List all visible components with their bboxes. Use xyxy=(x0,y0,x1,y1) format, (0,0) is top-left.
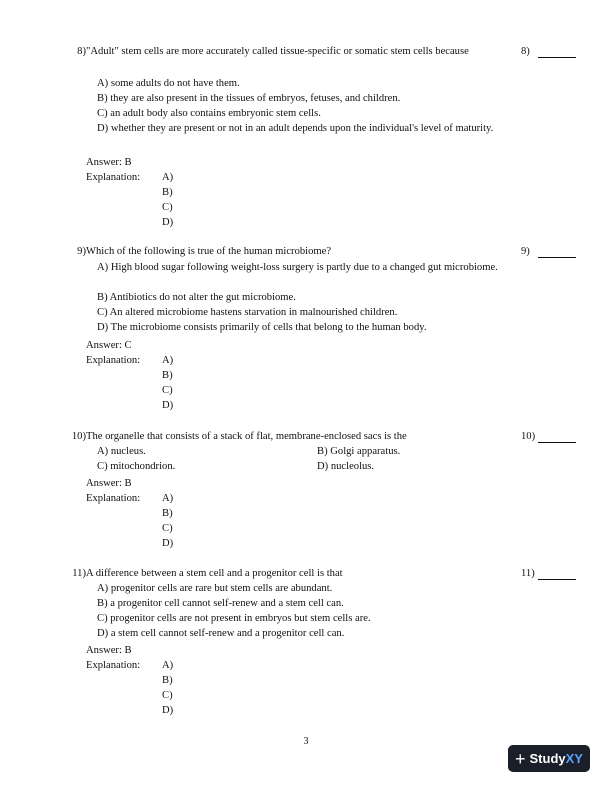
explanation-option-d: D) xyxy=(162,538,174,549)
answer-label: 8) xyxy=(521,46,530,57)
explanation-label: Explanation: xyxy=(86,493,141,504)
option-a: A) progenitor cells are rare but stem cells are abundant. xyxy=(97,583,333,594)
answer-label: 9) xyxy=(521,246,530,257)
answer-blank[interactable] xyxy=(538,431,576,443)
explanation-label: Explanation: xyxy=(86,660,141,671)
answer-text: Answer: B xyxy=(86,478,132,489)
question-number: 9) xyxy=(77,246,86,257)
answer-text: Answer: B xyxy=(86,157,132,168)
option-a: A) some adults do not have them. xyxy=(97,78,240,89)
explanation-option-c: C) xyxy=(162,385,173,396)
explanation-option-a: A) xyxy=(162,493,174,504)
answer-blank[interactable] xyxy=(538,246,576,258)
answer-text: Answer: C xyxy=(86,340,132,351)
question-stem: A difference between a stem cell and a progenitor cell is that xyxy=(86,568,343,579)
option-c: C) progenitor cells are not present in embryos but stem cells are. xyxy=(97,613,371,624)
option-d: D) The microbiome consists primarily of cells that belong to the human body. xyxy=(97,322,427,333)
option-b: B) Golgi apparatus. xyxy=(317,446,401,457)
page-number: 3 xyxy=(303,736,309,747)
option-a: A) High blood sugar following weight-loss surgery is partly due to a changed gut microbiome. xyxy=(97,262,498,273)
explanation-option-b: B) xyxy=(162,675,173,686)
question-stem: "Adult" stem cells are more accurately called tissue-specific or somatic stem cells because xyxy=(86,46,469,57)
explanation-option-c: C) xyxy=(162,202,173,213)
explanation-label: Explanation: xyxy=(86,172,141,183)
explanation-option-c: C) xyxy=(162,523,173,534)
studyxy-badge[interactable] xyxy=(508,745,590,772)
explanation-label: Explanation: xyxy=(86,355,141,366)
answer-blank[interactable] xyxy=(538,46,576,58)
explanation-option-d: D) xyxy=(162,217,174,228)
answer-label: 10) xyxy=(521,431,536,442)
explanation-option-b: B) xyxy=(162,187,173,198)
explanation-option-a: A) xyxy=(162,355,174,366)
explanation-option-a: A) xyxy=(162,660,174,671)
plus-icon: + xyxy=(515,748,526,769)
question-number: 8) xyxy=(77,46,86,57)
option-c: C) An altered microbiome hastens starvation in malnourished children. xyxy=(97,307,398,318)
option-b: B) they are also present in the tissues of embryos, fetuses, and children. xyxy=(97,93,401,104)
option-d: D) a stem cell cannot self-renew and a progenitor cell can. xyxy=(97,628,345,639)
answer-text: Answer: B xyxy=(86,645,132,656)
option-c: C) an adult body also contains embryonic stem cells. xyxy=(97,108,321,119)
explanation-option-c: C) xyxy=(162,690,173,701)
answer-blank[interactable] xyxy=(538,568,576,580)
explanation-option-a: A) xyxy=(162,172,174,183)
option-b: B) a progenitor cell cannot self-renew and a stem cell can. xyxy=(97,598,344,609)
question-number: 11) xyxy=(72,568,86,579)
option-c: C) mitochondrion. xyxy=(97,461,176,472)
option-d: D) whether they are present or not in an adult depends upon the individual's level of maturity. xyxy=(97,123,494,134)
option-a: A) nucleus. xyxy=(97,446,146,457)
option-d: D) nucleolus. xyxy=(317,461,375,472)
brand-name: Study xyxy=(529,751,566,766)
question-stem: Which of the following is true of the human microbiome? xyxy=(86,246,332,257)
explanation-option-b: B) xyxy=(162,508,173,519)
answer-label: 11) xyxy=(521,568,535,579)
option-b: B) Antibiotics do not alter the gut microbiome. xyxy=(97,292,296,303)
brand-accent: XY xyxy=(565,751,583,766)
explanation-option-d: D) xyxy=(162,400,174,411)
explanation-option-b: B) xyxy=(162,370,173,381)
explanation-option-d: D) xyxy=(162,705,174,716)
question-number: 10) xyxy=(71,431,86,442)
question-stem: The organelle that consists of a stack of flat, membrane-enclosed sacs is the xyxy=(86,431,407,442)
